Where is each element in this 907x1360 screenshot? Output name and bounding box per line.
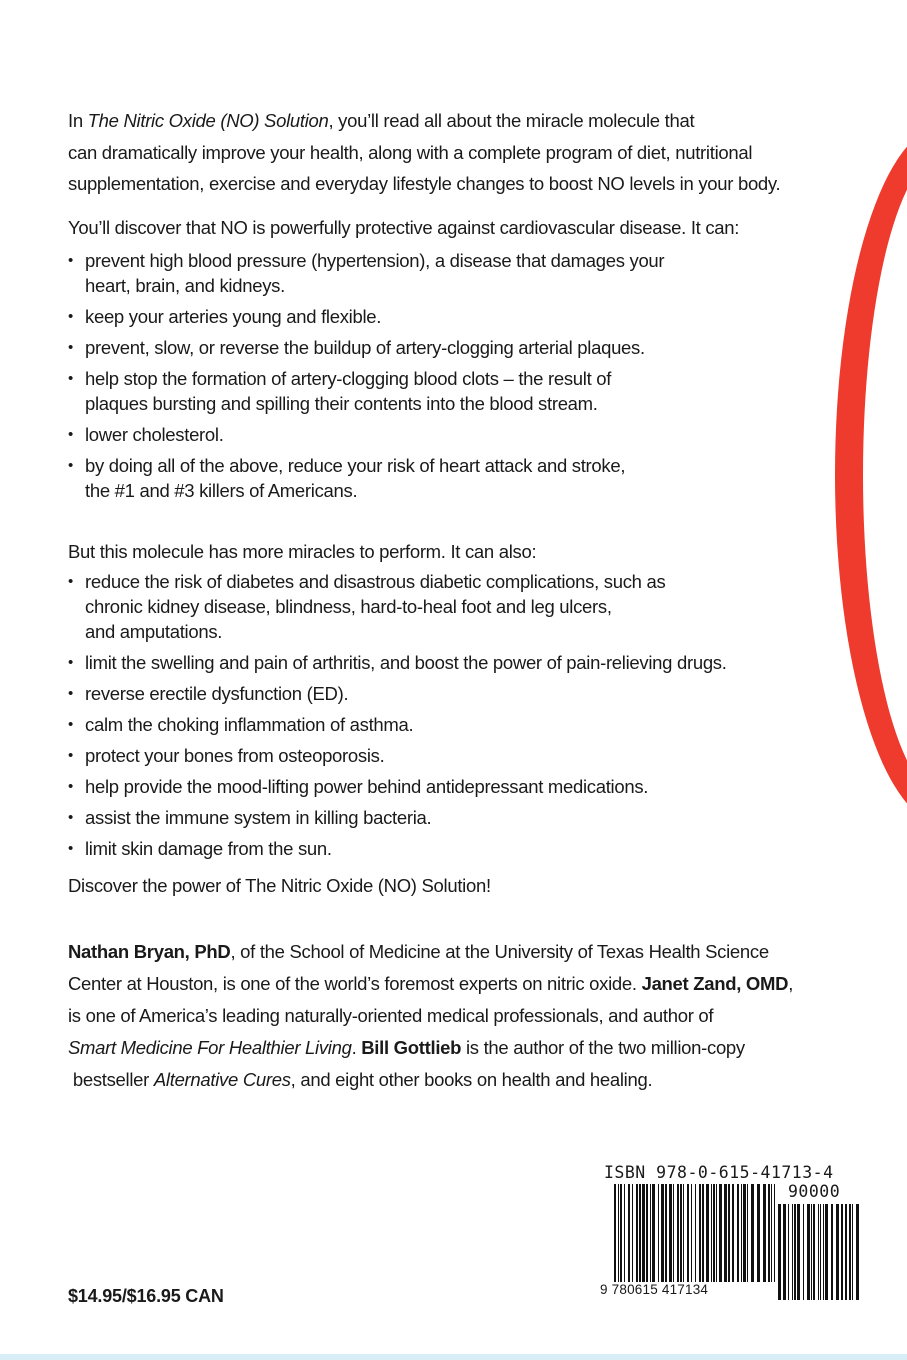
list-item-text: protect your bones from osteoporosis. — [85, 744, 385, 766]
barcode-bar — [699, 1184, 701, 1282]
barcode-bar — [652, 1184, 655, 1282]
intro-line3: supplementation, exercise and everyday lifestyle changes to boost NO levels in your body. — [68, 173, 781, 194]
more-lead: But this molecule has more miracles to perform. It can also: — [68, 540, 537, 562]
barcode-bar — [661, 1184, 664, 1282]
author-bio-text: bestseller — [72, 1068, 154, 1090]
barcode-bar — [624, 1184, 625, 1282]
intro-prefix: In — [68, 110, 88, 131]
barcode-bar — [807, 1204, 810, 1300]
barcode-bar — [628, 1184, 630, 1282]
author-name-bryan: Nathan Bryan, PhD — [68, 940, 231, 962]
book-title: The Nitric Oxide (NO) Solution — [87, 110, 329, 131]
barcode-bar — [768, 1184, 770, 1282]
intro-paragraph — [68, 105, 858, 200]
barcode-bar — [741, 1184, 742, 1282]
barcode-bar — [737, 1184, 739, 1282]
barcode-bar — [743, 1184, 746, 1282]
barcode-bar — [702, 1184, 704, 1282]
barcode-bar — [732, 1184, 734, 1282]
barcode-bar — [788, 1204, 789, 1300]
barcode-bar — [677, 1184, 679, 1282]
list-item — [68, 650, 858, 675]
isbn-text: ISBN 978-0-615-41713-4 — [604, 1163, 834, 1182]
barcode-bar — [683, 1184, 684, 1282]
list-item — [68, 712, 858, 737]
barcode-bar — [836, 1204, 839, 1300]
barcode-bar — [713, 1184, 715, 1282]
barcode-bar — [849, 1204, 851, 1300]
barcode-bar — [650, 1184, 651, 1282]
isbn-barcode — [598, 1160, 860, 1310]
barcode-bar — [614, 1184, 616, 1282]
author-bio-text: , — [788, 972, 794, 994]
list-item-text: chronic kidney disease, blindness, hard-to-heal foot and leg ulcers, — [85, 595, 612, 617]
cardio-lead: You’ll discover that NO is powerfully protective against cardiovascular disease. It can: — [68, 216, 740, 238]
barcode-bar — [706, 1184, 709, 1282]
list-item-text: reduce the risk of diabetes and disastrous diabetic complications, such as — [85, 570, 666, 592]
barcode-bar — [691, 1184, 692, 1282]
barcode-bar — [719, 1184, 722, 1282]
author-bio-text: is one of America’s leading naturally-oriented medical professionals, and author of — [68, 1004, 714, 1026]
barcode-bar — [794, 1204, 796, 1300]
barcode-bar — [658, 1184, 659, 1282]
author-name-gottlieb: Bill Gottlieb — [361, 1036, 462, 1058]
list-item-text: and amputations. — [85, 620, 223, 642]
barcode-bar — [751, 1184, 754, 1282]
cardio-benefits-list — [68, 248, 858, 503]
list-item-text: lower cholesterol. — [85, 423, 224, 445]
more-benefits-list — [68, 569, 858, 861]
price-label: $14.95/$16.95 CAN — [68, 1286, 224, 1306]
list-item-text: keep your arteries young and flexible. — [85, 305, 382, 327]
barcode-bar — [620, 1184, 622, 1282]
barcode-bar — [831, 1204, 833, 1300]
barcode-bar — [747, 1184, 748, 1282]
list-item — [68, 774, 858, 799]
barcode-bar — [669, 1184, 672, 1282]
book-title-alternative-cures: Alternative Cures — [153, 1068, 291, 1090]
barcode-bar — [724, 1184, 727, 1282]
bottom-edge-band — [0, 1354, 907, 1360]
list-item-text: calm the choking inflammation of asthma. — [85, 713, 414, 735]
list-item-text: heart, brain, and kidneys. — [85, 274, 285, 296]
barcode-bar — [642, 1184, 645, 1282]
list-item-text: prevent high blood pressure (hypertension), a disease that damages your — [85, 249, 665, 271]
list-item — [68, 453, 858, 503]
barcode-bar — [711, 1184, 712, 1282]
barcode-bar — [771, 1184, 772, 1282]
author-name-zand: Janet Zand, OMD — [641, 972, 789, 994]
list-item-text: help provide the mood-lifting power behind antidepressant medications. — [85, 775, 649, 797]
barcode-bar — [783, 1204, 786, 1300]
list-item-text: limit the swelling and pain of arthritis, and boost the power of pain-relieving drugs. — [85, 651, 727, 673]
barcode-bar — [820, 1204, 821, 1300]
list-item-text: assist the immune system in killing bacteria. — [85, 806, 432, 828]
list-item — [68, 805, 858, 830]
intro-line2: can dramatically improve your health, along with a complete program of diet, nutritional — [68, 141, 753, 163]
list-item-text: limit skin damage from the sun. — [85, 837, 332, 859]
back-cover-text — [68, 105, 858, 1096]
barcode-bar — [803, 1204, 804, 1300]
barcode-bar — [632, 1184, 633, 1282]
intro-line1: , you’ll read all about the miracle molecule that — [328, 110, 695, 131]
barcode-bar — [728, 1184, 730, 1282]
barcode-bar — [680, 1184, 682, 1282]
list-item-text: by doing all of the above, reduce your risk of heart attack and stroke, — [85, 454, 626, 476]
barcode-bar — [646, 1184, 648, 1282]
author-bio-text: is the author of the two million-copy — [461, 1036, 745, 1058]
barcode-bar — [852, 1204, 853, 1300]
barcode-bar — [792, 1204, 793, 1300]
barcode-bar — [818, 1204, 819, 1300]
barcode-bar — [774, 1184, 775, 1282]
ean-digits: 9 780615 417134 — [600, 1282, 709, 1297]
list-item — [68, 836, 858, 861]
barcode-bar — [813, 1204, 815, 1300]
author-bios — [68, 936, 858, 1096]
author-bio-text: , and eight other books on health and healing. — [290, 1068, 653, 1090]
list-item-text: reverse erectile dysfunction (ED). — [85, 682, 349, 704]
list-item-text: prevent, slow, or reverse the buildup of artery-clogging arterial plaques. — [85, 336, 645, 358]
barcode-bar — [841, 1204, 843, 1300]
closing-line: Discover the power of The Nitric Oxide (NO) Solution! — [68, 874, 491, 896]
list-item-text: the #1 and #3 killers of Americans. — [85, 479, 358, 501]
barcode-bar — [811, 1204, 812, 1300]
barcode-bar — [778, 1204, 781, 1300]
list-item — [68, 422, 858, 447]
list-item — [68, 248, 858, 298]
list-item — [68, 335, 858, 360]
barcode-bar — [797, 1204, 800, 1300]
author-bio-text: , of the School of Medicine at the University of Texas Health Science — [230, 940, 769, 962]
barcode-bar — [845, 1204, 847, 1300]
barcode-bar — [763, 1184, 766, 1282]
list-item — [68, 681, 858, 706]
list-item — [68, 569, 858, 644]
barcode-bar — [618, 1184, 619, 1282]
price-addon-code: 90000 — [788, 1182, 841, 1201]
list-item — [68, 366, 858, 416]
barcode-bar — [639, 1184, 641, 1282]
barcode-bar — [665, 1184, 667, 1282]
list-item-text: plaques bursting and spilling their contents into the blood stream. — [85, 392, 598, 414]
barcode-bar — [687, 1184, 689, 1282]
list-item-text: help stop the formation of artery-clogging blood clots – the result of — [85, 367, 612, 389]
barcode-bar — [823, 1204, 824, 1300]
barcode-bar — [856, 1204, 859, 1300]
barcode-bar — [757, 1184, 760, 1282]
barcode-bar — [825, 1204, 828, 1300]
author-bio-text: Center at Houston, is one of the world’s foremost experts on nitric oxide. — [68, 972, 642, 994]
barcode-bar — [716, 1184, 717, 1282]
author-bio-text: . — [351, 1036, 362, 1058]
barcode-bar — [636, 1184, 638, 1282]
barcode-bar — [695, 1184, 696, 1282]
book-title-smart-medicine: Smart Medicine For Healthier Living — [68, 1036, 352, 1058]
barcode-bar — [673, 1184, 674, 1282]
list-item — [68, 743, 858, 768]
list-item — [68, 304, 858, 329]
